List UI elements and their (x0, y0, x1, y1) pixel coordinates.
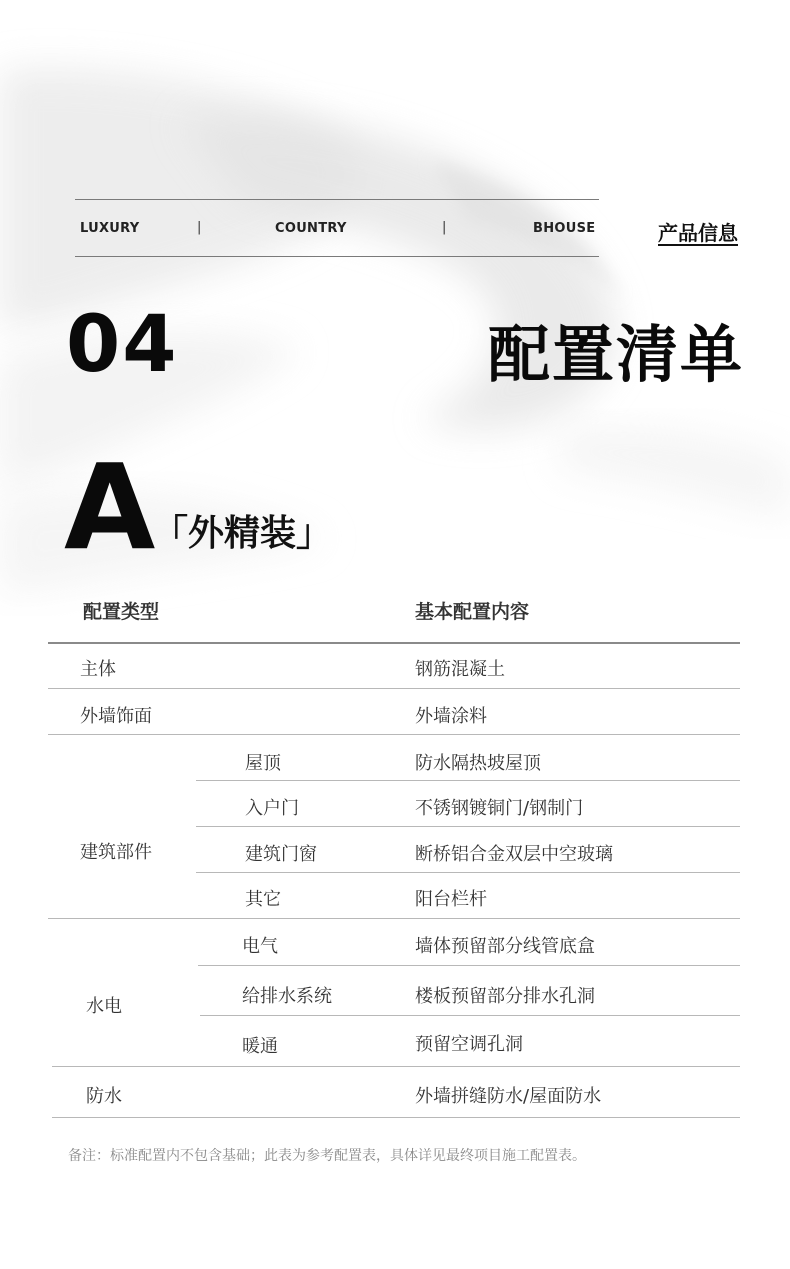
table-row-content: 预留空调孔洞 (415, 1034, 523, 1055)
page-title: 配置清单 (487, 318, 744, 391)
header-bottom-rule (75, 256, 599, 257)
brand-separator: | (197, 220, 202, 235)
column-header-content: 基本配置内容 (415, 601, 530, 623)
table-row-category: 主体 (80, 659, 116, 680)
section-letter: A (64, 438, 156, 576)
header-top-rule (75, 199, 599, 200)
table-row-content: 防水隔热坡屋顶 (415, 753, 541, 774)
table-row-content: 钢筋混凝土 (415, 659, 505, 680)
table-row-item: 电气 (242, 936, 278, 957)
table-header-rule (48, 642, 740, 644)
footnote: 备注：标准配置内不包含基础；此表为参考配置表，具体详见最终项目施工配置表。 (68, 1148, 586, 1164)
table-row-category: 建筑部件 (80, 842, 152, 863)
table-row-content: 外墙涂料 (415, 706, 487, 727)
chapter-number: 04 (66, 300, 179, 390)
brand-luxury: LUXURY (80, 221, 140, 236)
brand-country: COUNTRY (275, 221, 347, 236)
table-row-rule (48, 918, 740, 919)
brand-separator: | (442, 220, 447, 235)
table-row-content: 楼板预留部分排水孔洞 (415, 986, 595, 1007)
table-bottom-rule (52, 1117, 740, 1118)
table-row-category: 外墙饰面 (80, 706, 152, 727)
table-row-item: 给排水系统 (242, 986, 332, 1007)
table-row-rule (52, 1066, 740, 1067)
table-row-rule (196, 780, 740, 781)
brand-bhouse: BHOUSE (533, 221, 596, 236)
table-row-content: 墙体预留部分线管底盒 (415, 936, 595, 957)
table-row-category: 防水 (86, 1086, 122, 1107)
table-row-rule (48, 734, 740, 735)
table-row-item: 暖通 (242, 1036, 278, 1057)
table-row-rule (198, 965, 740, 966)
table-row-rule (200, 1015, 740, 1016)
section-label-product-info: 产品信息 (658, 221, 738, 245)
table-row-content: 不锈钢镀铜门/钢制门 (415, 798, 584, 819)
table-row-content: 阳台栏杆 (415, 889, 487, 910)
table-row-content: 外墙拼缝防水/屋面防水 (415, 1086, 602, 1107)
table-row-content: 断桥铝合金双层中空玻璃 (415, 844, 613, 865)
table-row-item: 屋顶 (245, 753, 281, 774)
table-row-category: 水电 (86, 996, 122, 1017)
table-row-item: 入户门 (245, 798, 299, 819)
table-row-rule (48, 688, 740, 689)
table-row-item: 其它 (245, 889, 281, 910)
table-row-item: 建筑门窗 (245, 844, 317, 865)
section-title: 「外精装」 (152, 513, 333, 554)
column-header-type: 配置类型 (83, 601, 160, 623)
table-row-rule (196, 826, 740, 827)
table-row-rule (196, 872, 740, 873)
